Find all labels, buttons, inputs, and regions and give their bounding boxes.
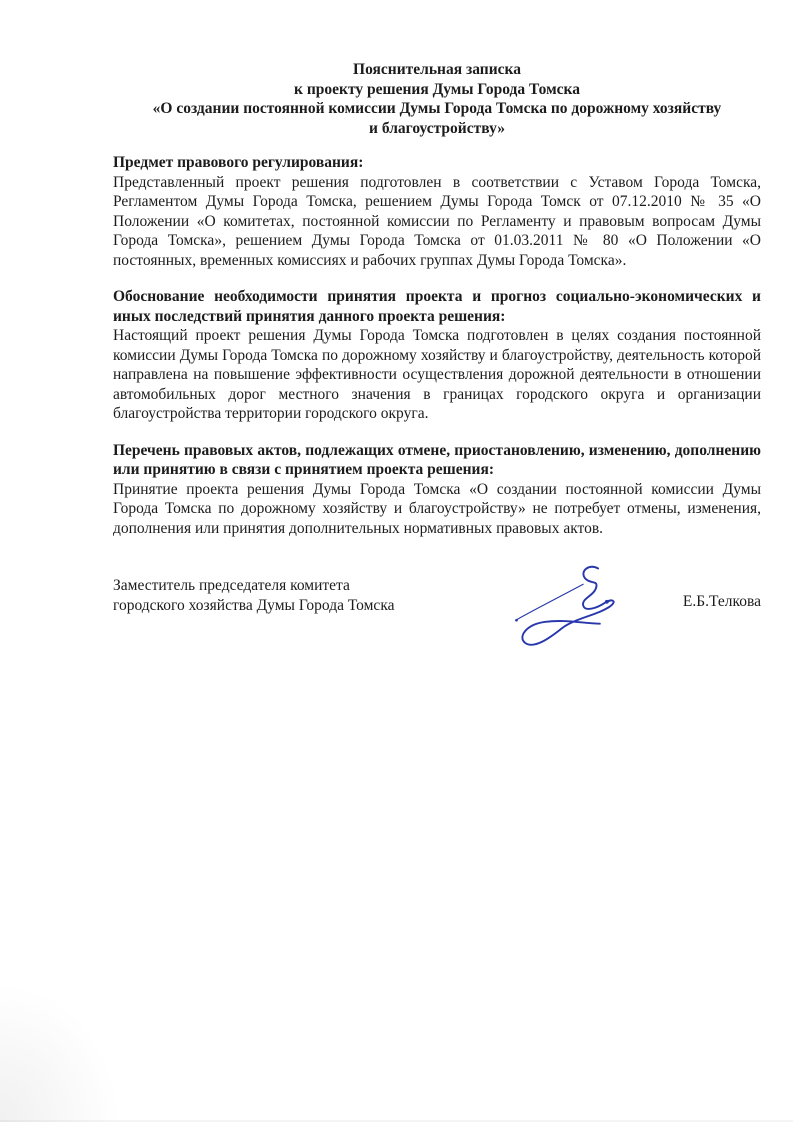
section-justification <box>113 287 761 424</box>
section-body: Принятие проекта решения Думы Города Томска «О создании постоянной комиссии Думы Города Томска по дорожному хозяйству и благоустройству» не потребует отмены, изменения, дополнения или принятия дополнительных нормативных правовых актов. <box>113 480 761 537</box>
section-body: Настоящий проект решения Думы Города Томска подготовлен в целях создания постоянной комиссии Думы Города Томска по дорожному хозяйству и благоустройству, деятельность которой направлена на повышение эффективности осуществления дорожной деятельности в отношении автомобильных дорог местного значения в границах городского округа и организации благоустройства территории городского округа. <box>113 327 761 422</box>
section-heading: Предмет правового регулирования: <box>113 154 364 171</box>
section-legal-subject <box>113 153 761 270</box>
document-content <box>113 0 761 686</box>
section-body: Представленный проект решения подготовлен в соответствии с Уставом Города Томска, Регламентом Думы Города Томска, решением Думы Города Томск от 07.12.2010 № 35 «О Положении «О комитетах, постоянной комиссии по Регламенту и правовым вопросам Думы Города Томска», решением Думы Города Томска от 01.03.2011 № 80 «О Положении «О постоянных, временных комиссиях и рабочих группах Думы Города Томска». <box>113 173 761 269</box>
signer-position-line: городского хозяйства Думы Города Томска <box>113 596 395 614</box>
signature-block <box>113 576 761 686</box>
handwritten-signature-icon <box>513 560 627 662</box>
title-line: к проекту решения Думы Города Томска <box>294 80 580 98</box>
signer-position-line: Заместитель председателя комитета <box>113 577 350 594</box>
section-heading: Обоснование необходимости принятия проекта и прогноз социально-экономических и иных последствий принятия данного проекта решения: <box>113 288 761 325</box>
section-heading: Перечень правовых актов, подлежащих отмене, приостановлению, изменению, дополнению или принятию в связи с принятием проекта решения: <box>113 441 761 478</box>
signer-name: Е.Б.Телкова <box>682 593 761 610</box>
title-line: Пояснительная записка <box>353 61 521 78</box>
section-acts-list <box>113 441 761 539</box>
title-line: и благоустройству» <box>369 119 505 137</box>
signer-position <box>113 576 761 615</box>
title-line: «О создании постоянной комиссии Думы Города Томска по дорожному хозяйству <box>152 100 722 117</box>
document-title <box>113 60 761 138</box>
scan-corner-shadow <box>0 972 130 1122</box>
